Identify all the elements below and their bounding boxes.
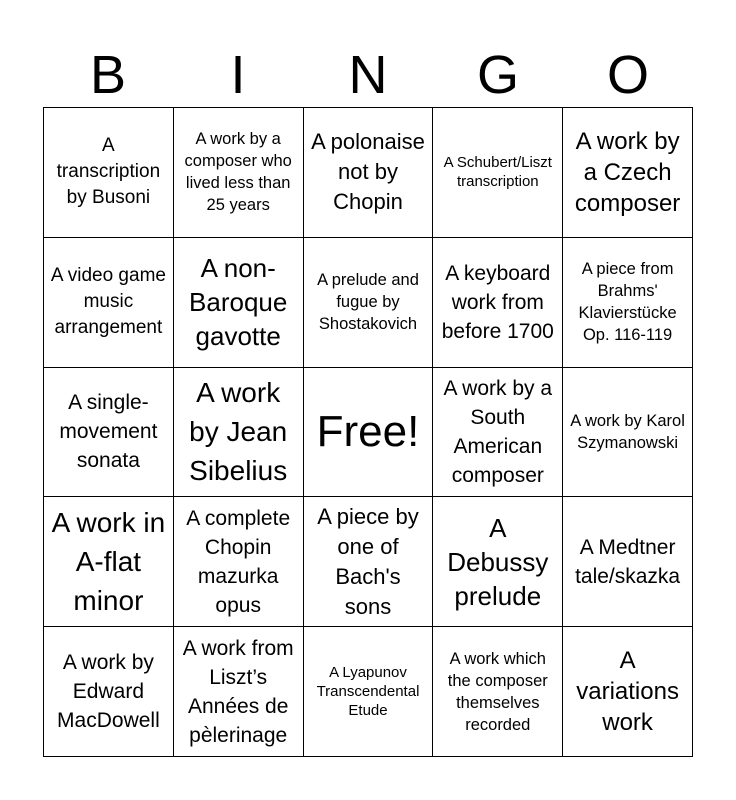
bingo-cell-r5c3[interactable] (304, 627, 434, 757)
cell-text: A work from Liszt’s Années de pèlerinage (182, 636, 294, 747)
cell-text: A variations work (576, 647, 679, 737)
cell-text: A work by Jean Sibelius (189, 377, 288, 487)
bingo-cell-r2c3[interactable] (304, 238, 434, 368)
bingo-cell-r1c1[interactable] (44, 108, 174, 238)
cell-text: A piece from Brahms' Klavierstücke Op. 116-119 (578, 260, 677, 345)
cell-text: A piece by one of Bach's sons (317, 503, 419, 619)
bingo-header (43, 44, 693, 106)
bingo-cell-r1c4[interactable] (433, 108, 563, 238)
bingo-board (43, 107, 693, 757)
cell-text: A work by a South American composer (443, 376, 553, 487)
cell-text: A work by Karol Szymanowski (570, 411, 685, 452)
cell-text: A keyboard work from before 1700 (441, 261, 554, 343)
header-letter-g: G (476, 45, 519, 105)
bingo-cell-r1c3[interactable] (304, 108, 434, 238)
cell-text: A work by Edward MacDowell (57, 651, 160, 733)
bingo-cell-r4c2[interactable] (174, 497, 304, 627)
cell-text: A work by a composer who lived less than 25 years (184, 130, 292, 215)
bingo-cell-r2c5[interactable] (563, 238, 693, 368)
cell-text: A Lyapunov Transcendental Etude (316, 664, 420, 720)
cell-text: A Schubert/Liszt transcription (443, 154, 552, 191)
cell-text: A work by a Czech composer (574, 127, 681, 217)
bingo-cell-r2c4[interactable] (433, 238, 563, 368)
cell-text: A transcription by Busoni (56, 135, 161, 209)
cell-text: A polonaise not by Chopin (311, 129, 425, 215)
bingo-cell-r3c4[interactable] (433, 368, 563, 498)
cell-text: A complete Chopin mazurka opus (186, 506, 291, 617)
bingo-cell-r4c4[interactable] (433, 497, 563, 627)
header-letter-n: N (348, 45, 388, 105)
bingo-cell-r3c1[interactable] (44, 368, 174, 498)
cell-text: A video game music arrangement (50, 265, 166, 339)
bingo-cell-r5c1[interactable] (44, 627, 174, 757)
header-letter-b: B (89, 45, 127, 105)
bingo-cell-r3c5[interactable] (563, 368, 693, 498)
bingo-cell-r4c3[interactable] (304, 497, 434, 627)
bingo-cell-r4c5[interactable] (563, 497, 693, 627)
bingo-cell-r1c5[interactable] (563, 108, 693, 238)
free-space-cell[interactable] (304, 368, 434, 498)
cell-text: A work in A-flat minor (51, 507, 166, 617)
bingo-cell-r1c2[interactable] (174, 108, 304, 238)
bingo-cell-r5c5[interactable] (563, 627, 693, 757)
bingo-cell-r3c2[interactable] (174, 368, 304, 498)
bingo-cell-r2c1[interactable] (44, 238, 174, 368)
cell-text: A non-Baroque gavotte (189, 253, 288, 352)
header-letter-o: O (606, 45, 649, 105)
cell-text: A work which the composer themselves recorded (447, 649, 548, 734)
header-letter-i: I (230, 45, 246, 105)
cell-text: A Medtner tale/skazka (575, 535, 681, 588)
bingo-cell-r5c2[interactable] (174, 627, 304, 757)
bingo-cell-r5c4[interactable] (433, 627, 563, 757)
cell-text: A prelude and fugue by Shostakovich (317, 271, 419, 334)
cell-text: A Debussy prelude (447, 512, 549, 611)
bingo-cell-r2c2[interactable] (174, 238, 304, 368)
bingo-cell-r4c1[interactable] (44, 497, 174, 627)
cell-text: A single-movement sonata (59, 391, 158, 473)
cell-text: Free! (316, 406, 420, 456)
